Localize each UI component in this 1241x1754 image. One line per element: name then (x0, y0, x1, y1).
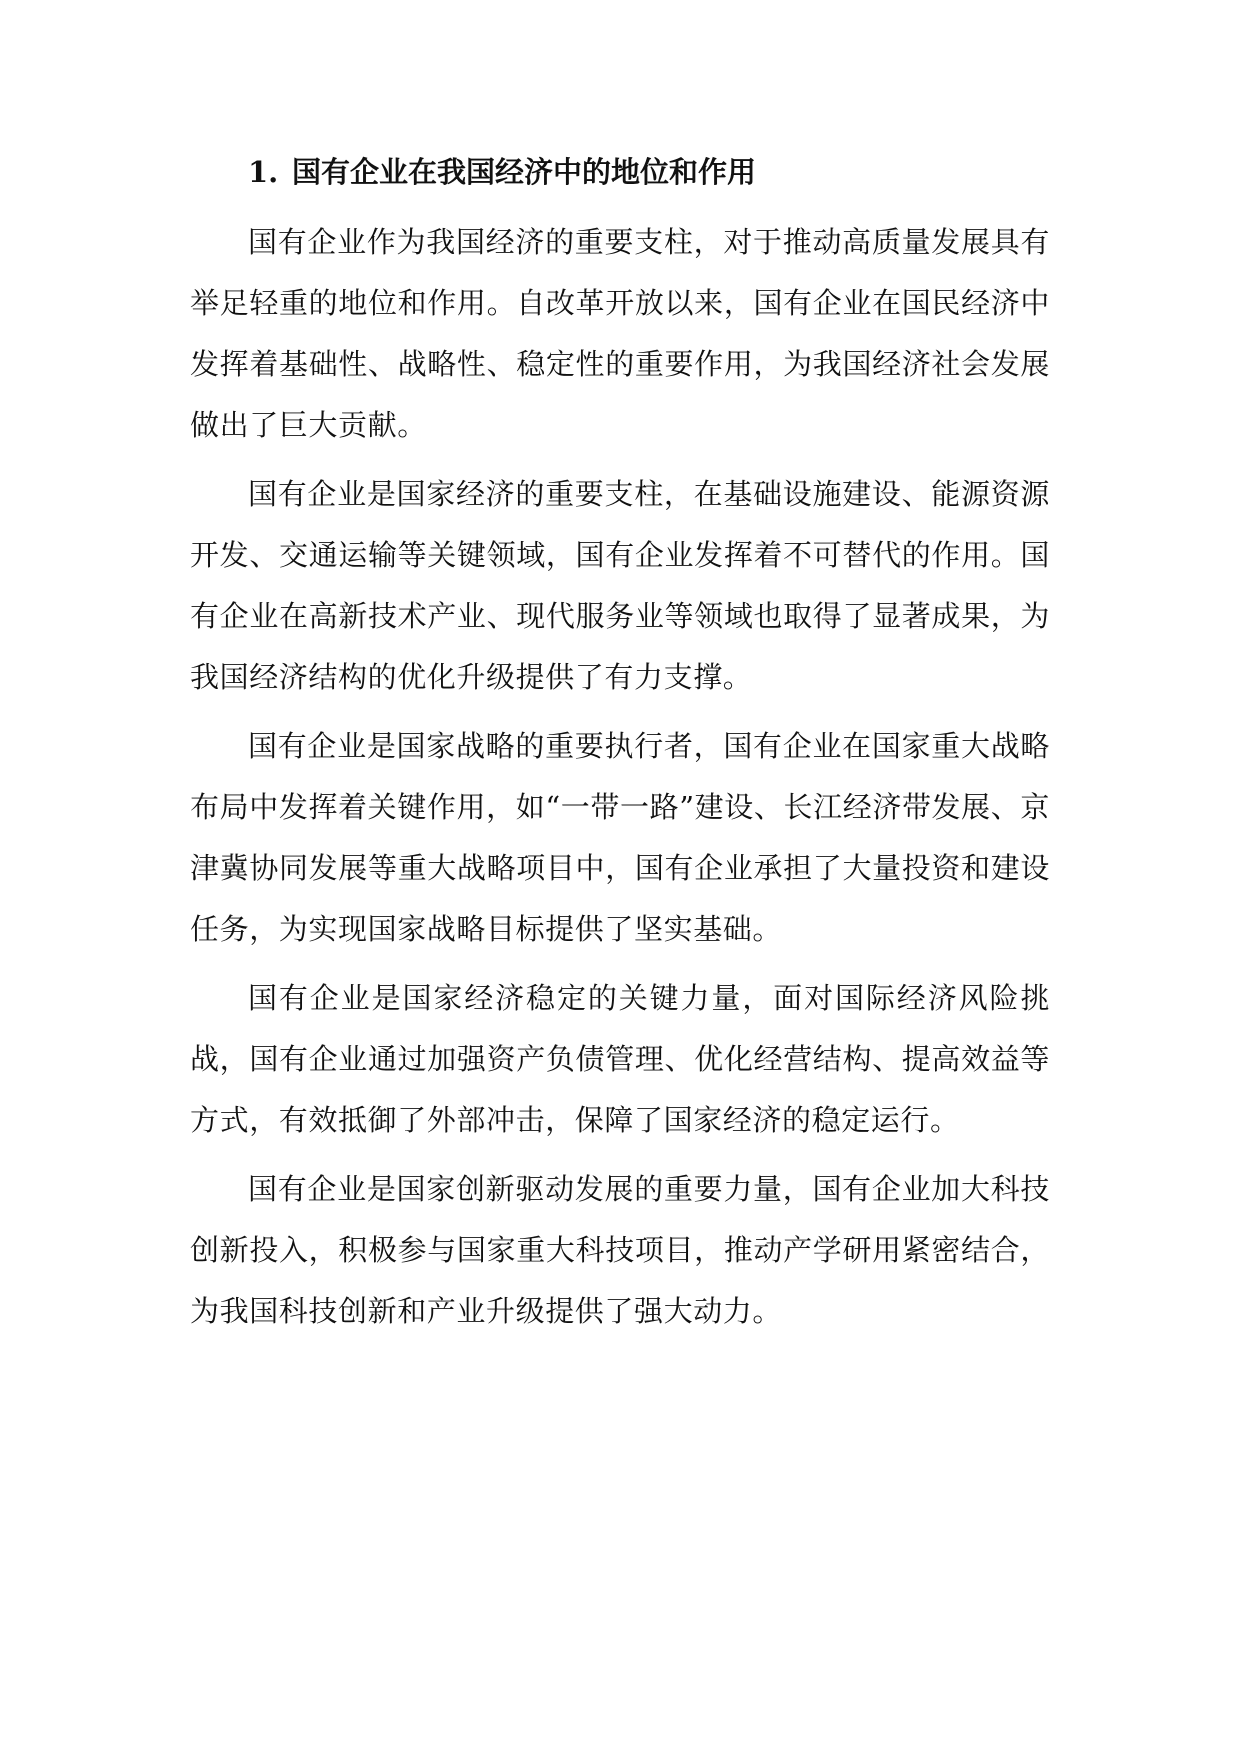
paragraph-2: 国有企业是国家经济的重要支柱，在基础设施建设、能源资源开发、交通运输等关键领域，国有企业发挥着不可替代的作用。国有企业在高新技术产业、现代服务业等领域也取得了显著成果，为我国经济结构的优化升级提供了有力支撑。 (190, 477, 1050, 694)
section-heading (190, 140, 1050, 204)
section-title: 国有企业在我国经济中的地位和作用 (292, 155, 757, 189)
paragraph-5: 国有企业是国家创新驱动发展的重要力量，国有企业加大科技创新投入，积极参与国家重大科技项目，推动产学研用紧密结合，为我国科技创新和产业升级提供了强大动力。 (190, 1172, 1050, 1328)
paragraph-4: 国有企业是国家经济稳定的关键力量，面对国际经济风险挑战，国有企业通过加强资产负债管理、优化经营结构、提高效益等方式，有效抵御了外部冲击，保障了国家经济的稳定运行。 (190, 981, 1050, 1137)
document-body (190, 140, 1050, 1342)
paragraph-3: 国有企业是国家战略的重要执行者，国有企业在国家重大战略布局中发挥着关键作用，如“一带一路”建设、长江经济带发展、京津冀协同发展等重大战略项目中，国有企业承担了大量投资和建设任务，为实现国家战略目标提供了坚实基础。 (190, 729, 1050, 946)
section-number: 1. (248, 155, 279, 189)
paragraph-1: 国有企业作为我国经济的重要支柱，对于推动高质量发展具有举足轻重的地位和作用。自改革开放以来，国有企业在国民经济中发挥着基础性、战略性、稳定性的重要作用，为我国经济社会发展做出了巨大贡献。 (190, 225, 1050, 442)
